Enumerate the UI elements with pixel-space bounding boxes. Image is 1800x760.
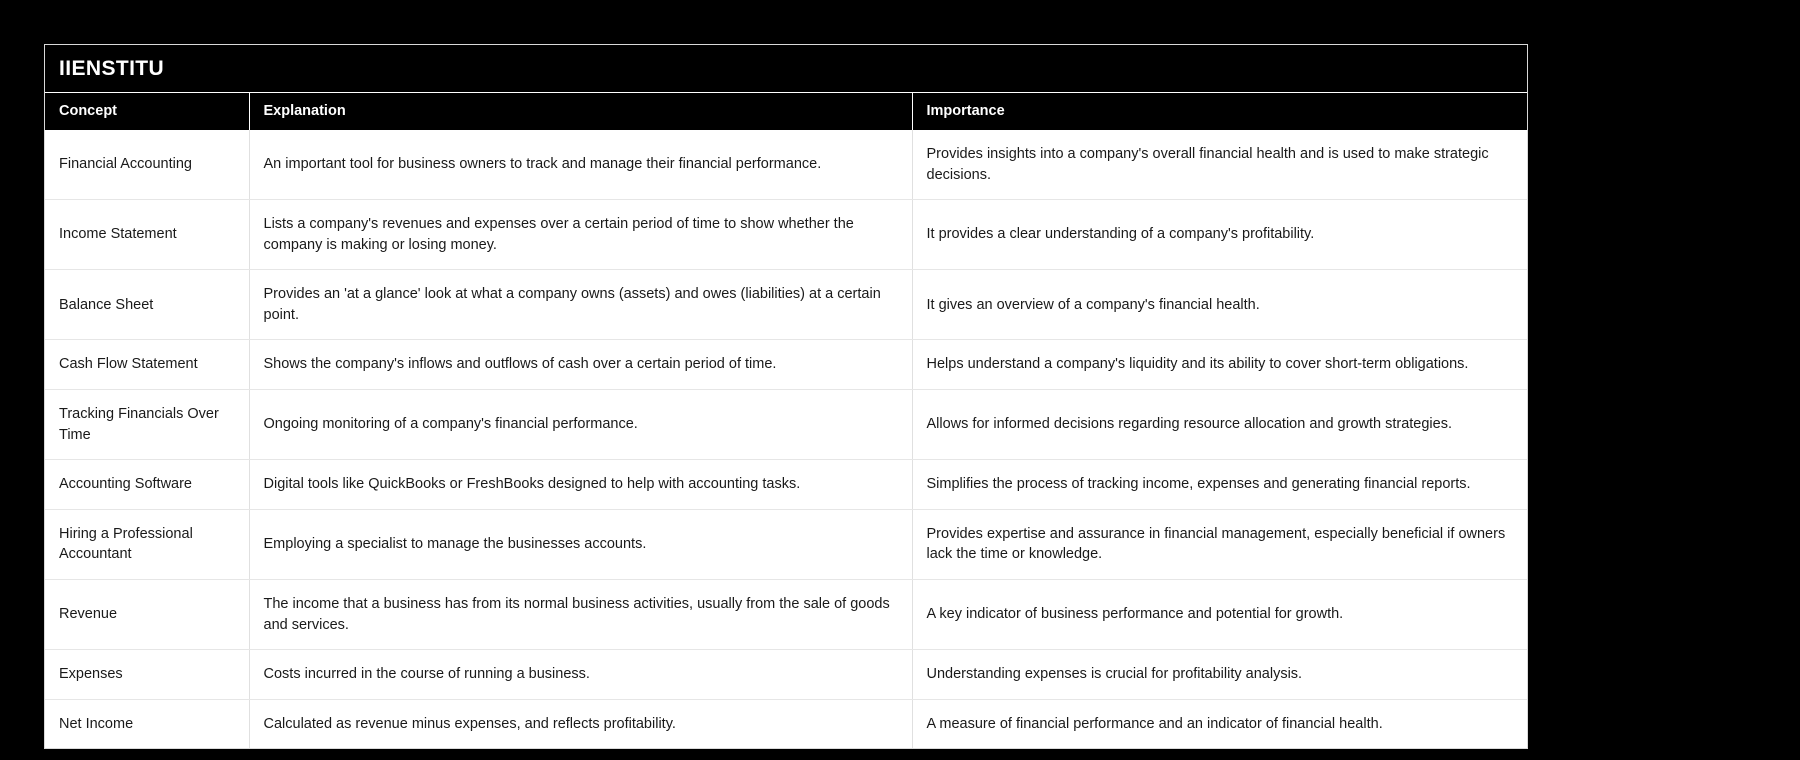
table-row	[45, 270, 1527, 340]
cell-concept: Accounting Software	[45, 460, 249, 510]
table-header	[45, 93, 1527, 130]
cell-importance: Allows for informed decisions regarding resource allocation and growth strategies.	[912, 390, 1527, 460]
cell-importance: Provides insights into a company's overall financial health and is used to make strategic decisions.	[912, 130, 1527, 200]
cell-importance: Provides expertise and assurance in financial management, especially beneficial if owners lack the time or knowledge.	[912, 509, 1527, 579]
cell-concept: Financial Accounting	[45, 130, 249, 200]
column-header-explanation: Explanation	[249, 93, 912, 130]
table-row	[45, 200, 1527, 270]
column-header-concept: Concept	[45, 93, 249, 130]
cell-concept: Income Statement	[45, 200, 249, 270]
table-row	[45, 509, 1527, 579]
cell-explanation: Calculated as revenue minus expenses, and reflects profitability.	[249, 699, 912, 748]
cell-explanation: Lists a company's revenues and expenses over a certain period of time to show whether the company is making or losing money.	[249, 200, 912, 270]
table-header-row	[45, 93, 1527, 130]
column-header-importance: Importance	[912, 93, 1527, 130]
concept-table-card	[44, 44, 1528, 749]
table-row	[45, 340, 1527, 390]
table-row	[45, 460, 1527, 510]
cell-explanation: The income that a business has from its normal business activities, usually from the sale of goods and services.	[249, 579, 912, 649]
cell-concept: Cash Flow Statement	[45, 340, 249, 390]
cell-importance: Understanding expenses is crucial for profitability analysis.	[912, 650, 1527, 700]
brand-title: IIENSTITU	[59, 57, 165, 80]
cell-explanation: An important tool for business owners to track and manage their financial performance.	[249, 130, 912, 200]
cell-concept: Tracking Financials Over Time	[45, 390, 249, 460]
table-row	[45, 130, 1527, 200]
cell-explanation: Costs incurred in the course of running a business.	[249, 650, 912, 700]
cell-explanation: Ongoing monitoring of a company's financial performance.	[249, 390, 912, 460]
cell-importance: Simplifies the process of tracking income, expenses and generating financial reports.	[912, 460, 1527, 510]
cell-explanation: Provides an 'at a glance' look at what a company owns (assets) and owes (liabilities) at a certain point.	[249, 270, 912, 340]
cell-concept: Balance Sheet	[45, 270, 249, 340]
cell-concept: Expenses	[45, 650, 249, 700]
cell-importance: A key indicator of business performance and potential for growth.	[912, 579, 1527, 649]
cell-explanation: Shows the company's inflows and outflows of cash over a certain period of time.	[249, 340, 912, 390]
table-row	[45, 650, 1527, 700]
cell-importance: Helps understand a company's liquidity and its ability to cover short-term obligations.	[912, 340, 1527, 390]
concepts-table	[45, 93, 1527, 748]
table-row	[45, 699, 1527, 748]
cell-concept: Hiring a Professional Accountant	[45, 509, 249, 579]
cell-importance: It gives an overview of a company's financial health.	[912, 270, 1527, 340]
cell-concept: Revenue	[45, 579, 249, 649]
table-row	[45, 579, 1527, 649]
cell-importance: It provides a clear understanding of a company's profitability.	[912, 200, 1527, 270]
cell-importance: A measure of financial performance and an indicator of financial health.	[926, 715, 1383, 732]
cell-concept: Net Income	[45, 699, 249, 748]
table-body	[45, 130, 1527, 748]
table-row	[45, 390, 1527, 460]
brand-bar	[45, 45, 1527, 93]
cell-explanation: Employing a specialist to manage the businesses accounts.	[249, 509, 912, 579]
cell-explanation: Digital tools like QuickBooks or FreshBooks designed to help with accounting tasks.	[249, 460, 912, 510]
